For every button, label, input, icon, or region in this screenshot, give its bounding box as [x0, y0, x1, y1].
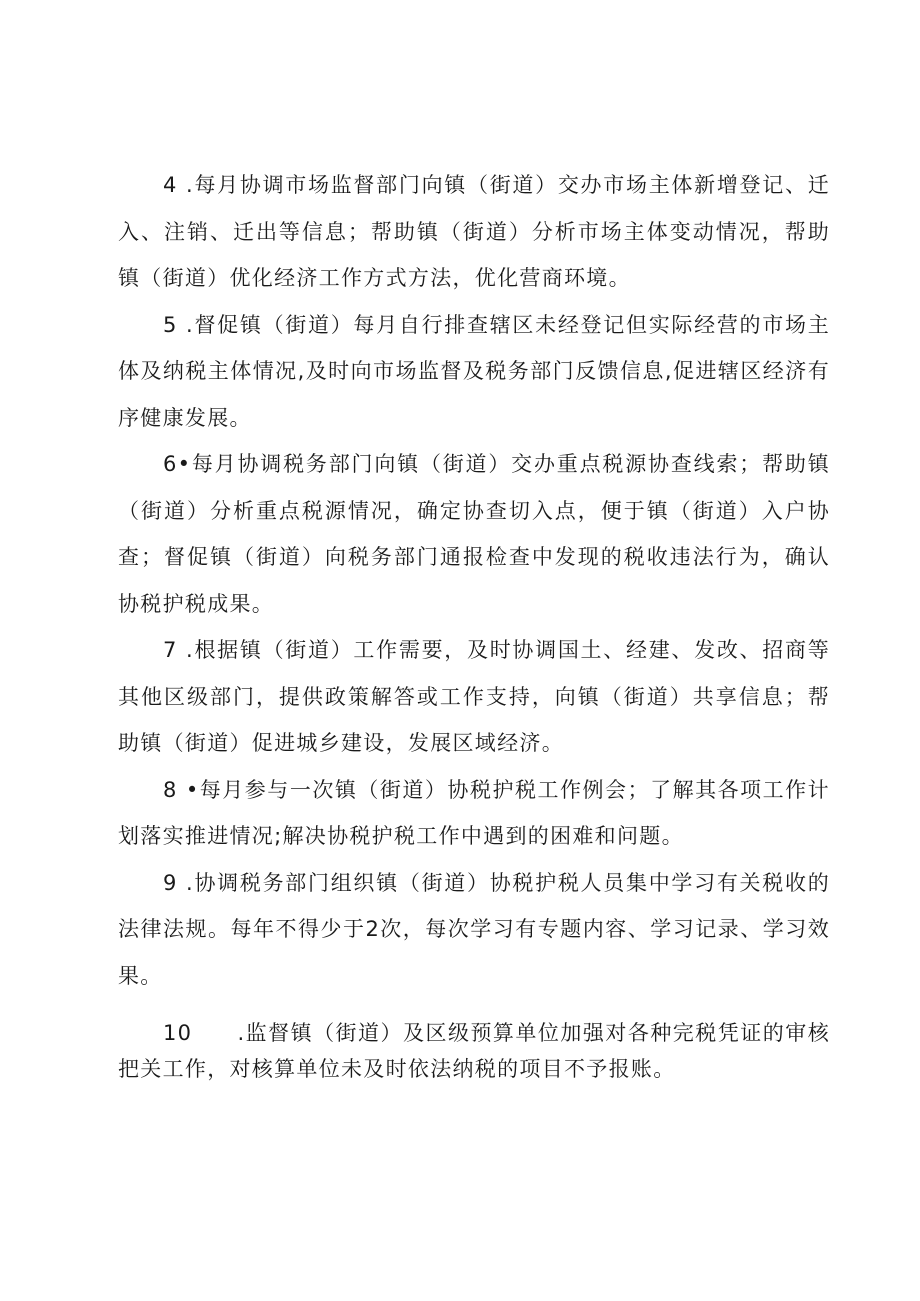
- paragraph-item-10: 10 .监督镇（街道）及区级预算单位加强对各种完税凭证的审核把关工作，对核算单位未及时依法纳税的项目不予报账。: [118, 1021, 830, 1081]
- paragraph-item-8: 8 •每月参与一次镇（街道）协税护税工作例会；了解其各项工作计划落实推进情况;解决协税护税工作中遇到的困难和问题。: [118, 777, 830, 848]
- paragraph-item-9: 9 .协调税务部门组织镇（街道）协税护税人员集中学习有关税收的法律法规。每年不得少于2次，每次学习有专题内容、学习记录、学习效果。: [118, 870, 830, 988]
- paragraph-item-4: 4 .每月协调市场监督部门向镇（街道）交办市场主体新增登记、迁入、注销、迁出等信息；帮助镇（街道）分析市场主体变动情况，帮助镇（街道）优化经济工作方式方法，优化营商环境。: [118, 173, 830, 290]
- paragraph-item-6: 6•每月协调税务部门向镇（街道）交办重点税源协查线索；帮助镇（街道）分析重点税源情况，确定协查切入点，便于镇（街道）入户协查；督促镇（街道）向税务部门通报检查中发现的税收违法行为，确认协税护税成果。: [118, 452, 830, 616]
- paragraph-item-5: 5 .督促镇（街道）每月自行排查辖区未经登记但实际经营的市场主体及纳税主体情况,及时向市场监督及税务部门反馈信息,促进辖区经济有序健康发展。: [118, 312, 830, 430]
- paragraph-item-7: 7 .根据镇（街道）工作需要，及时协调国土、经建、发改、招商等其他区级部门，提供政策解答或工作支持，向镇（街道）共享信息；帮助镇（街道）促进城乡建设，发展区域经济。: [118, 638, 830, 755]
- document-body: [118, 162, 830, 1087]
